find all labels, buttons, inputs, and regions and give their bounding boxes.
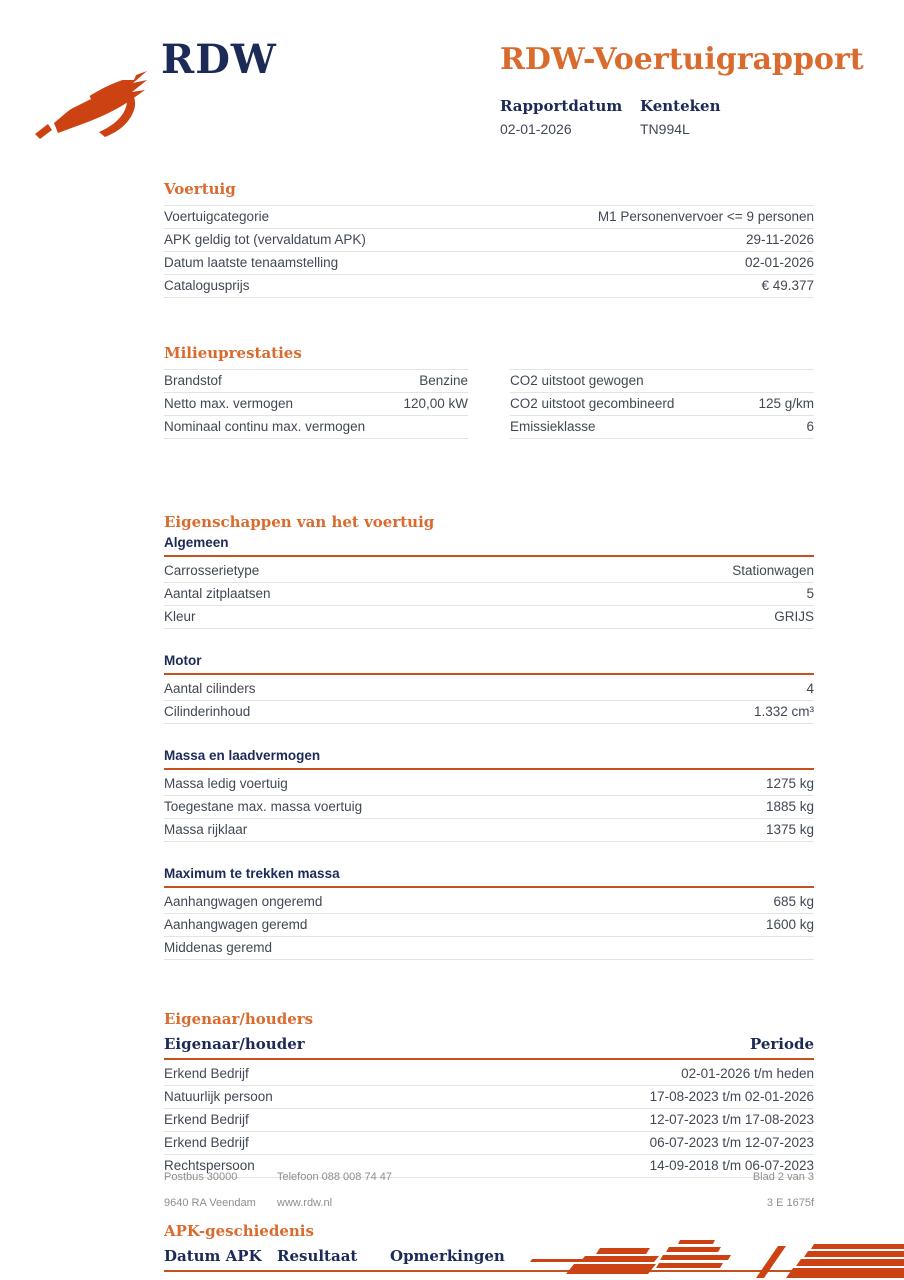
report-date-block [500, 97, 640, 137]
row-value: 1885 kg [765, 799, 814, 814]
section-voertuig [164, 180, 814, 298]
table-row [164, 1085, 814, 1108]
apk-date-column-header: Datum APK [164, 1247, 262, 1265]
owner-cell: Erkend Bedrijf [164, 1112, 249, 1127]
row-label: Cilinderinhoud [164, 704, 251, 719]
row-label: Brandstof [164, 373, 222, 388]
row-value: 125 g/km [758, 396, 814, 411]
apk-remarks-column-header: Opmerkingen [390, 1247, 505, 1265]
table-row [164, 795, 814, 818]
license-plate-block [640, 97, 780, 137]
row-value: 5 [806, 586, 814, 601]
section-milieuprestaties [164, 344, 814, 439]
subsection-title: Maximum te trekken massa [164, 866, 814, 888]
owner-column-header: Eigenaar/houder [164, 1035, 305, 1053]
subsection-motor [164, 653, 814, 724]
row-label: Aantal cilinders [164, 681, 256, 696]
row-value: 1600 kg [765, 917, 814, 932]
owner-table-header [164, 1035, 814, 1060]
voertuig-table [164, 205, 814, 298]
row-label: CO2 uitstoot gewogen [510, 373, 644, 388]
row-label: Nominaal continu max. vermogen [164, 419, 366, 434]
period-cell: 14-09-2018 t/m 06-07-2023 [649, 1158, 814, 1173]
table-row [164, 1131, 814, 1154]
row-label: CO2 uitstoot gecombineerd [510, 396, 675, 411]
footer-line-2 [164, 1197, 814, 1209]
table-row [164, 369, 468, 392]
table-row [164, 582, 814, 605]
period-cell: 06-07-2023 t/m 12-07-2023 [649, 1135, 814, 1150]
owner-cell: Erkend Bedrijf [164, 1135, 249, 1150]
row-label: Datum laatste tenaamstelling [164, 255, 339, 270]
row-value: 1.332 cm³ [753, 704, 814, 719]
table-row [164, 557, 814, 582]
table-row [164, 605, 814, 628]
row-label: Emissieklasse [510, 419, 596, 434]
table-row [164, 913, 814, 936]
table-row [164, 818, 814, 841]
rdw-feather-icon [33, 54, 158, 142]
row-value: GRIJS [774, 609, 814, 624]
section-eigenaar-houders [164, 1010, 814, 1178]
period-cell: 12-07-2023 t/m 17-08-2023 [649, 1112, 814, 1127]
row-value: 02-01-2026 [744, 255, 814, 270]
subsection-algemeen [164, 535, 814, 629]
row-value: 685 kg [773, 894, 814, 909]
row-label: Aanhangwagen ongeremd [164, 894, 323, 909]
row-label: Netto max. vermogen [164, 396, 294, 411]
row-label: Middenas geremd [164, 940, 273, 955]
subsection-title: Massa en laadvermogen [164, 748, 814, 770]
trekken-table [164, 888, 814, 960]
row-label: Carrosserietype [164, 563, 260, 578]
subsection-title: Algemeen [164, 535, 814, 557]
row-value: 4 [806, 681, 814, 696]
footer-line-1 [164, 1171, 814, 1183]
row-label: Aanhangwagen geremd [164, 917, 308, 932]
section-title: Eigenschappen van het voertuig [164, 513, 435, 531]
document-header [500, 42, 864, 137]
row-value: M1 Personenvervoer <= 9 personen [597, 209, 814, 224]
milieu-left-table [164, 369, 468, 439]
footer-phone: Telefoon 088 008 74 47 [277, 1171, 392, 1183]
row-label: Kleur [164, 609, 196, 624]
row-value: € 49.377 [761, 278, 814, 293]
report-meta [500, 97, 830, 137]
milieu-column-gap [468, 369, 510, 439]
row-value: 6 [806, 419, 814, 434]
row-value: Benzine [419, 373, 468, 388]
massa-table [164, 770, 814, 842]
table-row [164, 228, 814, 251]
footer-page-indicator: Blad 2 van 3 [752, 1171, 814, 1183]
report-date-value: 02-01-2026 [500, 121, 572, 137]
algemeen-table [164, 557, 814, 629]
table-row [164, 770, 814, 795]
milieu-columns [164, 369, 814, 439]
owner-cell: Natuurlijk persoon [164, 1089, 273, 1104]
rdw-logo [33, 36, 293, 141]
row-label: Voertuigcategorie [164, 209, 270, 224]
table-row [510, 369, 814, 392]
table-row [164, 392, 468, 415]
row-value: 1375 kg [765, 822, 814, 837]
rdw-stripe-graphic [528, 1232, 904, 1278]
table-row [510, 392, 814, 415]
table-row [164, 700, 814, 723]
row-value: 29-11-2026 [745, 232, 814, 247]
section-title: Milieuprestaties [164, 344, 302, 362]
table-row [164, 205, 814, 228]
milieu-right-table [510, 369, 814, 439]
footer-postbus: Postbus 30000 [164, 1171, 238, 1183]
row-label: Massa rijklaar [164, 822, 248, 837]
rdw-logo-text: RDW [161, 36, 277, 83]
footer-website: www.rdw.nl [277, 1197, 333, 1209]
owner-cell: Erkend Bedrijf [164, 1066, 249, 1081]
period-cell: 17-08-2023 t/m 02-01-2026 [649, 1089, 814, 1104]
license-plate-label: Kenteken [640, 97, 721, 115]
owner-cell: Rechtspersoon [164, 1158, 255, 1173]
subsection-title: Motor [164, 653, 814, 675]
table-row [164, 936, 814, 959]
section-title: Eigenaar/houders [164, 1010, 314, 1028]
table-row [164, 888, 814, 913]
period-column-header: Periode [749, 1035, 814, 1053]
table-row [164, 1108, 814, 1131]
row-label: Toegestane max. massa voertuig [164, 799, 363, 814]
apk-result-column-header: Resultaat [277, 1247, 358, 1265]
row-value: 120,00 kW [403, 396, 468, 411]
motor-table [164, 675, 814, 724]
row-value: 1275 kg [765, 776, 814, 791]
license-plate-value: TN994L [640, 121, 690, 137]
section-title: APK-geschiedenis [164, 1222, 314, 1240]
section-eigenschappen [164, 513, 814, 960]
report-date-label: Rapportdatum [500, 97, 623, 115]
footer-city: 9640 RA Veendam [164, 1197, 256, 1209]
table-row [164, 251, 814, 274]
row-label: Catalogusprijs [164, 278, 250, 293]
footer-doc-code: 3 E 1675f [766, 1197, 814, 1209]
table-row [510, 415, 814, 438]
row-value: Stationwagen [732, 563, 814, 578]
owner-table [164, 1060, 814, 1178]
subsection-maximum-trekken [164, 866, 814, 960]
row-label: APK geldig tot (vervaldatum APK) [164, 232, 366, 247]
subsection-massa [164, 748, 814, 842]
period-cell: 02-01-2026 t/m heden [681, 1066, 814, 1081]
table-row [164, 274, 814, 297]
table-row [164, 415, 468, 438]
section-title: Voertuig [164, 180, 236, 198]
page-footer [164, 1171, 814, 1209]
row-label: Aantal zitplaatsen [164, 586, 271, 601]
table-row [164, 675, 814, 700]
table-row [164, 1060, 814, 1085]
report-content [164, 180, 814, 1272]
row-label: Massa ledig voertuig [164, 776, 288, 791]
report-title: RDW-Voertuigrapport [500, 42, 864, 77]
